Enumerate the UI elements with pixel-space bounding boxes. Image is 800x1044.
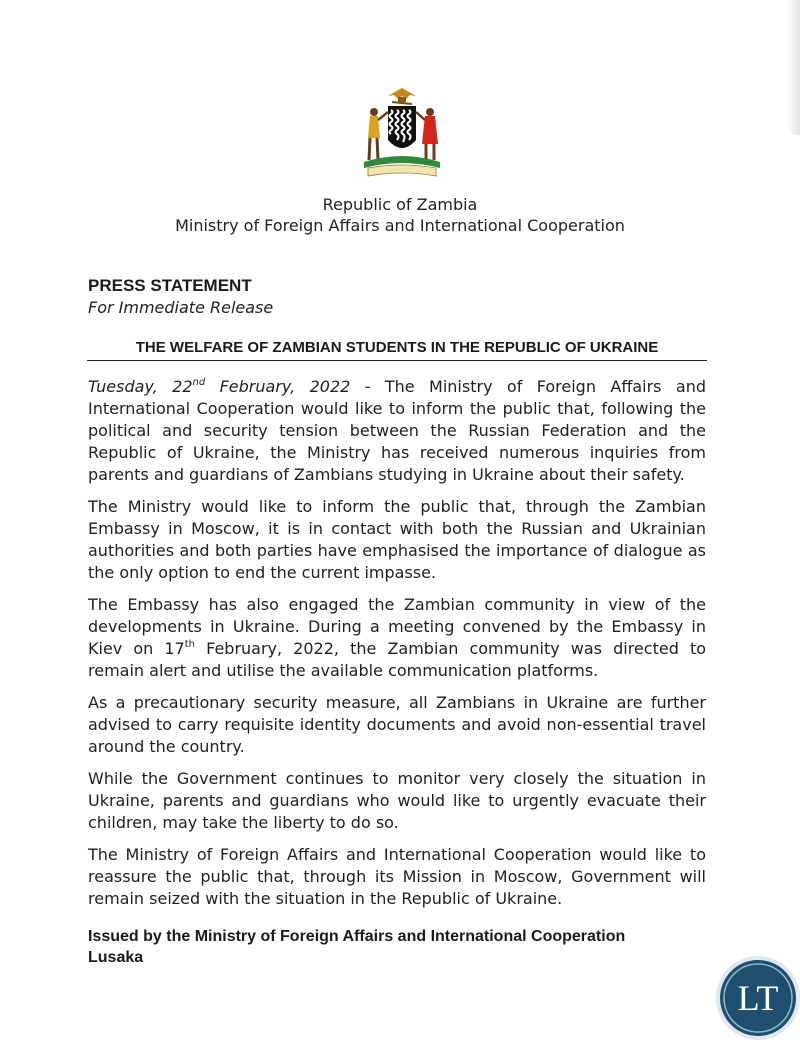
paragraph-5: While the Government continues to monitor very closely the situation in Ukraine, parents and guardians who would like to urgently evacuate their children, may take the liberty to do so. — [88, 769, 706, 832]
statement-headline: THE WELFARE OF ZAMBIAN STUDENTS IN THE REPUBLIC OF UKRAINE — [87, 338, 707, 361]
letterhead — [0, 194, 800, 236]
paragraph-2: The Ministry would like to inform the public that, through the Zambian Embassy in Moscow, it is in contact with both the Russian and Ukrainian authorities and both parties have emphasised the importance of dialogue as the only option to end the current impasse. — [88, 497, 706, 582]
country-name: Republic of Zambia — [322, 195, 478, 214]
zambia-coat-of-arms-icon — [358, 82, 446, 182]
lt-logo-icon — [712, 952, 800, 1040]
lt-logo-text: LT — [737, 978, 779, 1018]
paragraph-4: As a precautionary security measure, all Zambians in Ukraine are further advised to carry requisite identity documents and avoid non-essential travel around the country. — [88, 693, 706, 756]
ministry-name: Ministry of Foreign Affairs and International Cooperation — [175, 216, 625, 235]
paragraph-3: The Embassy has also engaged the Zambian community in view of the developments in Ukraine. During a meeting convened by the Embassy in Kiev on 17th February, 2022, the Zambian community was directed to remain alert and utilise the available communication platforms. — [88, 595, 707, 680]
press-heading — [88, 275, 708, 318]
press-title: PRESS STATEMENT — [88, 276, 252, 295]
page-edge-shadow — [786, 0, 800, 135]
statement-body — [88, 376, 706, 920]
paragraph-6: The Ministry of Foreign Affairs and International Cooperation would like to reassure the public that, through its Mission in Moscow, Government will remain seized with the situation in the Republic of Ukraine. — [88, 845, 706, 908]
dateline: Tuesday, 22nd February, 2022 — [88, 376, 351, 396]
issued-by-line: Issued by the Ministry of Foreign Affairs and International Cooperation — [88, 928, 626, 945]
press-subtitle: For Immediate Release — [88, 298, 274, 317]
issued-location: Lusaka — [88, 949, 144, 966]
paragraph-1: Tuesday, 22nd February, 2022 - The Ministry of Foreign Affairs and International Cooperation would like to inform the public that, following the political and security tension between the Russian Federation and the Republic of Ukraine, the Ministry has received numerous inquiries from parents and guardians of Zambians studying in Ukraine about their safety. — [88, 376, 706, 484]
issued-by — [88, 926, 708, 968]
